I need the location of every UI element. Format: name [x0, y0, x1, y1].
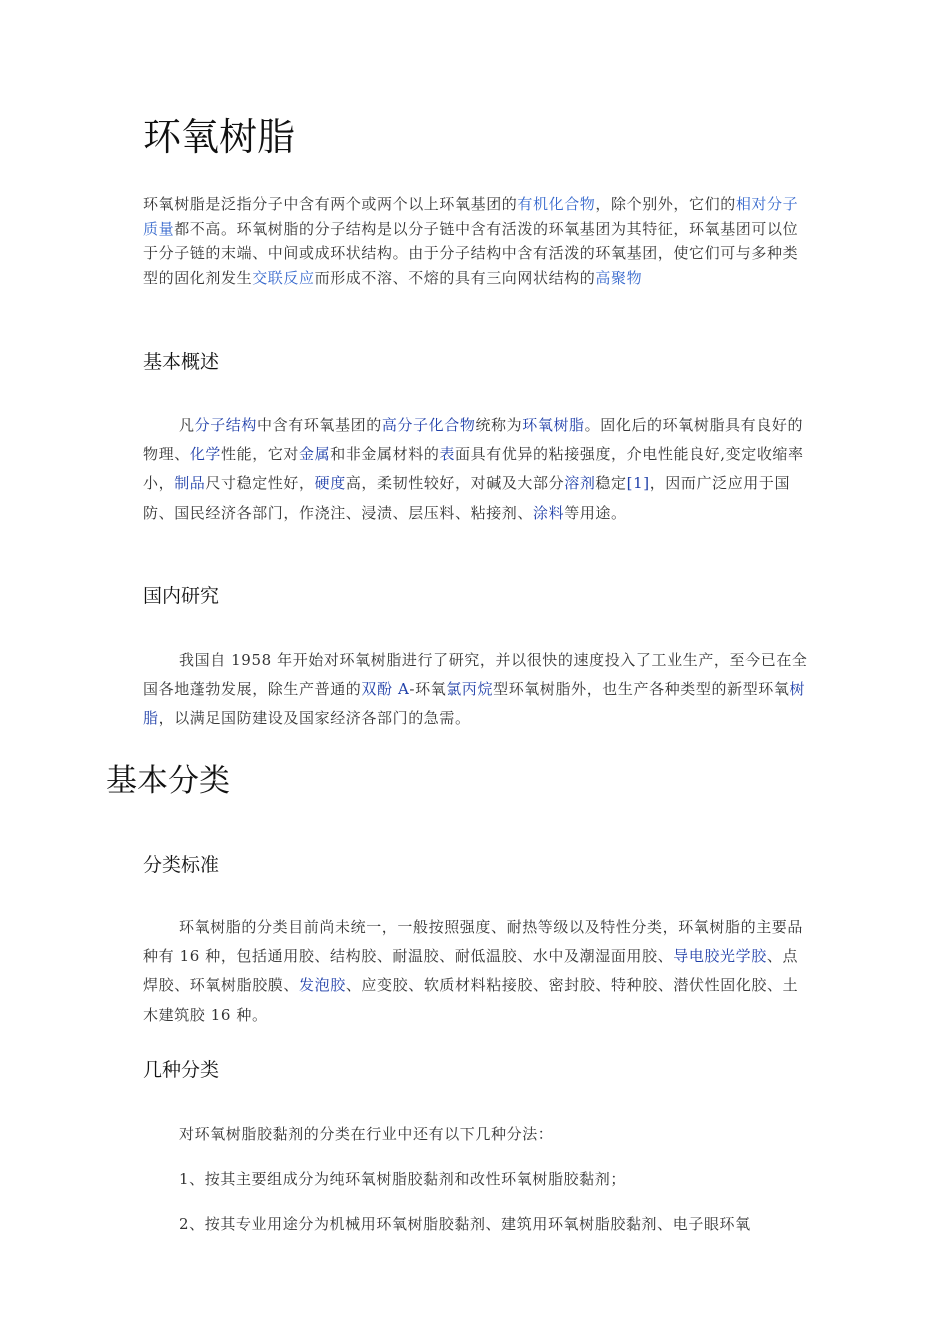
inline-link[interactable]: [1]: [626, 474, 650, 493]
standard-paragraph: [143, 913, 813, 1030]
text-run: 凡: [179, 416, 195, 434]
text-run: 、点焊胶、环氧树脂胶膜、: [143, 947, 799, 995]
inline-link[interactable]: 硬度: [314, 474, 346, 493]
inline-link[interactable]: 溶剂: [564, 474, 596, 493]
inline-link[interactable]: 表: [439, 445, 456, 464]
inline-link[interactable]: 双酚 A: [361, 680, 410, 699]
text-run: 稳定: [595, 474, 627, 493]
text-run: ，以满足国防建设及国家经济各部门的急需。: [158, 709, 471, 728]
text-run: 都不高。环氧树脂的分子结构是以分子链中含有活泼的环氧基团为其特征，环氧基团可以位于分子链的末端、中间或成环状结构。由于分子结构中含有活泼的环氧基团，使它们可与多种类型的固化剂发生: [143, 219, 799, 287]
text-run: 中含有环氧基团的: [257, 416, 382, 434]
text-run: 高，柔韧性较好，对碱及大部分: [345, 474, 565, 493]
text-run: 、应变胶、软质材料粘接胶、密封胶、特种胶、潜伏性固化胶、土木建筑胶 16 种。: [143, 976, 799, 1024]
inline-link[interactable]: 涂料: [533, 503, 565, 522]
overview-paragraph: [143, 411, 813, 528]
inline-link[interactable]: 导电胶光学胶: [673, 947, 767, 966]
inline-link[interactable]: 高分子化合物: [381, 416, 476, 434]
types-item-2: 2、按其专业用途分为机械用环氧树脂胶黏剂、建筑用环氧树脂胶黏剂、电子眼环氧: [179, 1215, 751, 1233]
text-run: 性能，它对: [221, 445, 300, 464]
inline-link[interactable]: 相对分子质量: [143, 195, 799, 238]
page-title: 环氧树脂: [143, 115, 296, 159]
text-run: 型环氧树脂外，也生产各种类型的新型环氧: [493, 680, 790, 699]
types-item-1: 1、按其主要组成分为纯环氧树脂胶黏剂和改性环氧树脂胶黏剂；: [179, 1170, 626, 1188]
heading-overview: 基本概述: [143, 351, 220, 373]
inline-link[interactable]: 有机化合物: [517, 195, 596, 213]
text-run: ，因而广泛应用于国防、国民经济各部门，作浇注、浸渍、层压料、粘接剂、: [143, 474, 791, 522]
inline-link[interactable]: 氯丙烷: [446, 680, 494, 699]
text-run: 我国自 1958 年开始对环氧树脂进行了研究，并以很快的速度投入了工业生产，至今已在全国各地蓬勃发展，除生产普通的: [143, 651, 808, 699]
text-run: -环氧: [409, 680, 447, 699]
types-intro-line: 对环氧树脂胶黏剂的分类在行业中还有以下几种分法：: [179, 1125, 554, 1143]
domestic-paragraph: [143, 646, 813, 734]
text-run: ，除个别外，它们的: [595, 195, 736, 213]
text-run: 等用途。: [564, 503, 627, 522]
inline-link[interactable]: 树脂: [143, 680, 806, 728]
inline-link[interactable]: 交联反应: [252, 268, 315, 287]
text-run: 环氧树脂的分类目前尚未统一，一般按照强度、耐热等级以及特性分类，环氧树脂的主要品种有 16 种，包括通用胶、结构胶、耐温胶、耐低温胶、水中及潮湿面用胶、: [143, 918, 804, 966]
text-run: 和非金属材料的: [330, 445, 440, 464]
inline-link[interactable]: 制品: [174, 474, 206, 493]
inline-link[interactable]: 化学: [189, 445, 222, 464]
heading-classification: 基本分类: [106, 763, 230, 799]
heading-types: 几种分类: [143, 1059, 220, 1081]
text-run: 环氧树脂是泛指分子中含有两个或两个以上环氧基团的: [143, 195, 518, 213]
intro-paragraph: [143, 192, 813, 290]
inline-link[interactable]: 环氧树脂: [522, 416, 585, 434]
text-run: 统称为: [475, 416, 523, 434]
inline-link[interactable]: 分子结构: [194, 416, 258, 434]
inline-link[interactable]: 发泡胶: [299, 976, 346, 995]
text-run: 而形成不溶、不熔的具有三向网状结构的: [314, 268, 596, 287]
text-run: 。固化后的环氧树脂具有良好的物理、: [143, 416, 804, 464]
text-run: 面具有优异的粘接强度，介电性能良好,变定收缩率小，: [143, 445, 804, 493]
text-run: 尺寸稳定性好，: [205, 474, 315, 493]
heading-standard: 分类标准: [143, 854, 220, 876]
inline-link[interactable]: 金属: [299, 445, 331, 464]
heading-domestic: 国内研究: [143, 585, 220, 607]
inline-link[interactable]: 高聚物: [595, 268, 643, 287]
